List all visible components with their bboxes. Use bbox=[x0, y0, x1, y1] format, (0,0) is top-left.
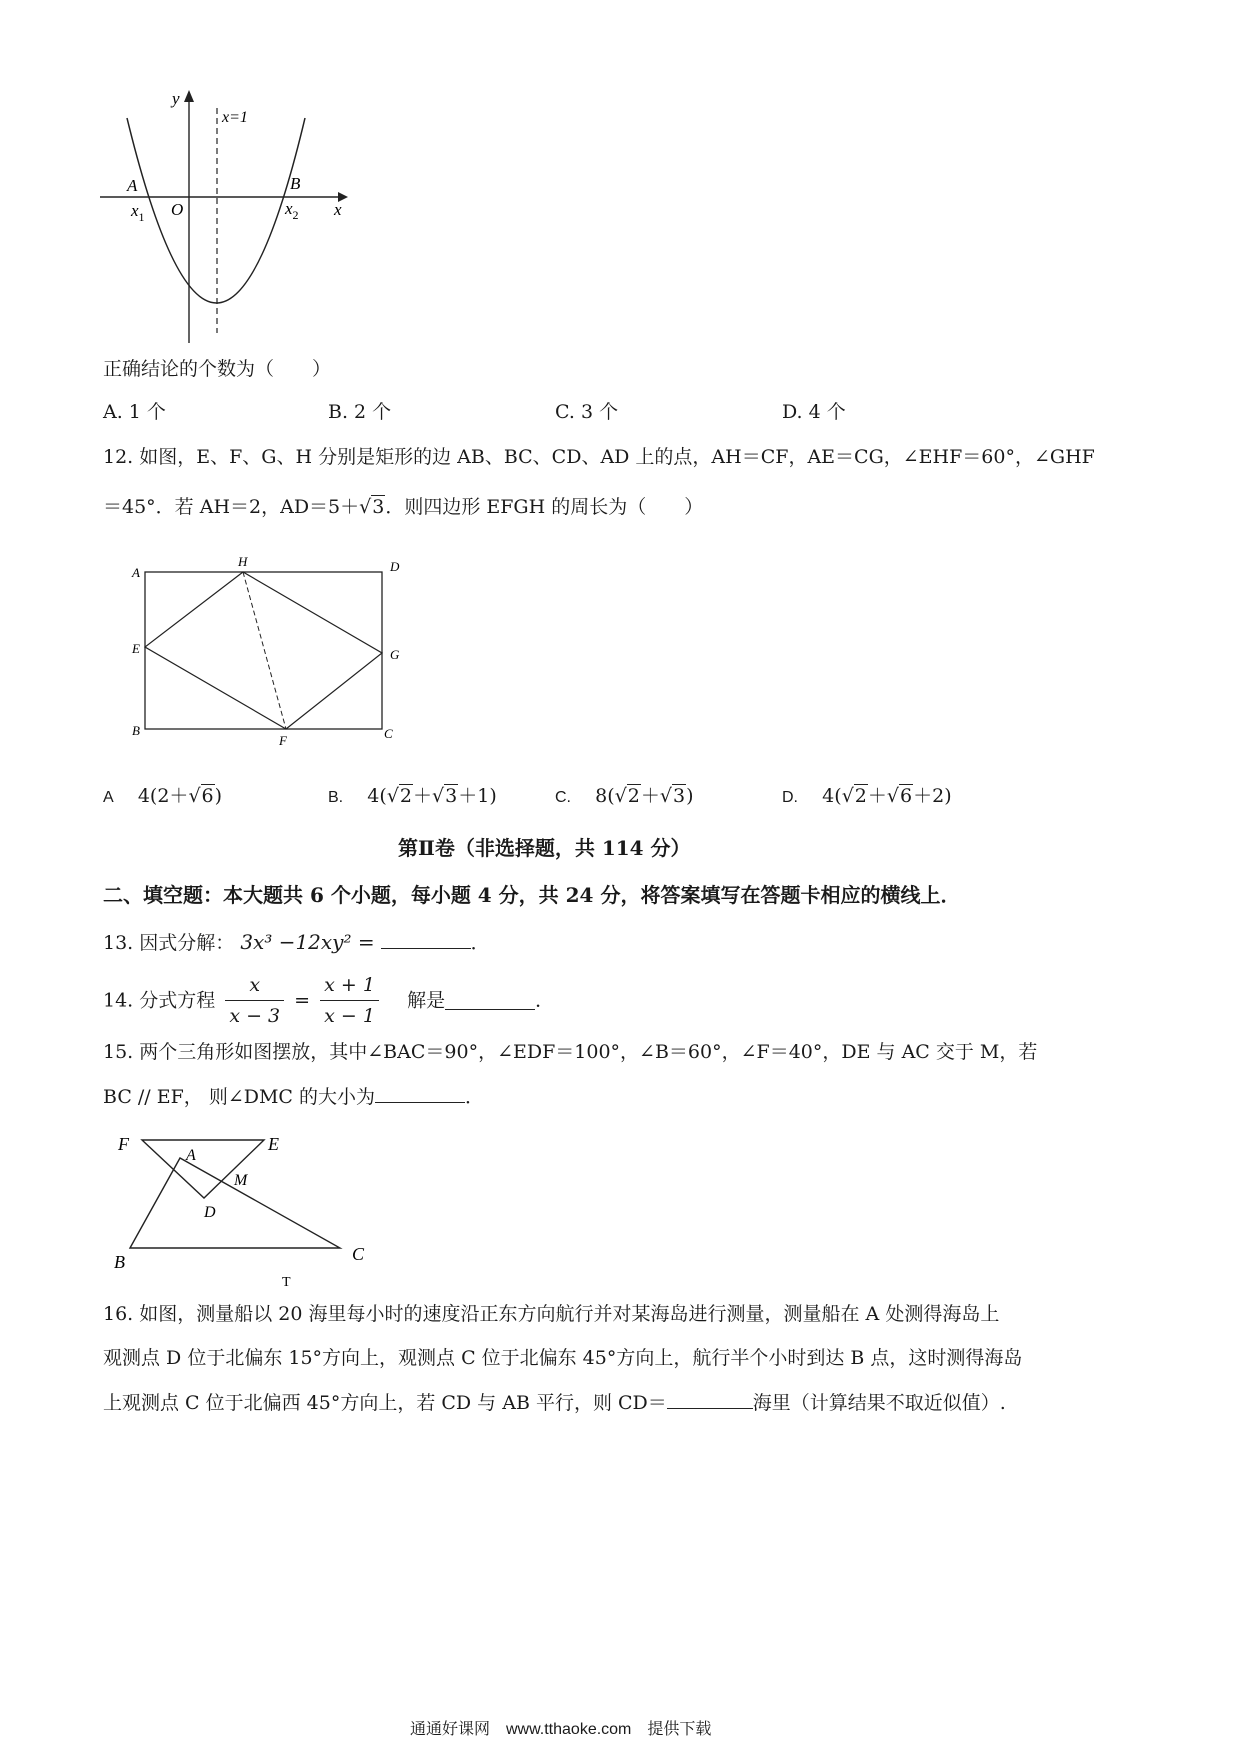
sqrt-sign: √ bbox=[359, 496, 372, 518]
root1-label: $x_1$ bbox=[131, 201, 145, 224]
q12-option-d-pre: 4( bbox=[822, 785, 842, 807]
label-f: F bbox=[279, 733, 287, 748]
quadrilateral-efgh bbox=[145, 572, 382, 729]
q12-line2-radicand: 3 bbox=[372, 496, 385, 518]
q14-fraction-left bbox=[225, 972, 284, 1029]
q12-option-b-r1: 2 bbox=[399, 785, 413, 807]
label-f: F bbox=[118, 1134, 129, 1154]
origin-label: O bbox=[171, 200, 184, 219]
label-d: D bbox=[390, 559, 400, 574]
triangles-diagram bbox=[112, 1128, 387, 1288]
sqrt-sign: √ bbox=[188, 785, 201, 807]
q12-option-b-r2: 3 bbox=[445, 785, 458, 807]
q13 bbox=[103, 930, 490, 955]
section-heading: 二、填空题：本大题共 6 个小题，每小题 4 分，共 24 分，将答案填写在答题卡相应的横线上． bbox=[103, 883, 961, 907]
label-e: E bbox=[268, 1134, 279, 1154]
q12-option-c-r2: 3 bbox=[673, 785, 686, 807]
q16-answer-blank[interactable] bbox=[667, 1390, 753, 1409]
q14-pre: 14. 分式方程 bbox=[103, 989, 216, 1012]
label-b: B bbox=[132, 723, 140, 738]
q15-line2-post: ． bbox=[465, 1086, 485, 1108]
q12-option-c-mid: ＋ bbox=[640, 785, 660, 807]
q16-line2: 观测点 D 位于北偏东 15°方向上，观测点 C 位于北偏东 45°方向上，航行半个小时到达 B 点，这时测得海岛 bbox=[103, 1347, 1023, 1369]
q12-option-d-post: ＋2) bbox=[913, 785, 952, 807]
q11-option-d[interactable]: D. 4 个 bbox=[782, 401, 846, 423]
q13-expr: 3x³ −12xy² = bbox=[240, 930, 375, 954]
q11-option-b[interactable]: B. 2 个 bbox=[328, 401, 392, 423]
stray-mark: T bbox=[282, 1275, 291, 1288]
q14-answer-blank[interactable] bbox=[445, 991, 535, 1010]
q12-option-c-pre: 8( bbox=[595, 785, 615, 807]
label-g: G bbox=[390, 647, 400, 662]
q12-option-d-mid: ＋ bbox=[867, 785, 887, 807]
q12-option-b-pre: 4( bbox=[367, 785, 387, 807]
label-h: H bbox=[238, 555, 248, 569]
q12-option-d-letter: D. bbox=[782, 789, 798, 806]
q14-eq: = bbox=[294, 989, 311, 1012]
sqrt-sign: √ bbox=[841, 785, 854, 807]
q14-den2: x − 1 bbox=[324, 1005, 375, 1027]
q12-option-c-post: ) bbox=[686, 785, 694, 807]
q15-line2-pre: BC // EF， 则∠DMC 的大小为 bbox=[103, 1086, 376, 1108]
triangle-def bbox=[142, 1140, 264, 1198]
q13-pre: 13. 因式分解： bbox=[103, 932, 235, 954]
q12-option-a-r1: 6 bbox=[201, 785, 214, 807]
label-c: C bbox=[352, 1244, 365, 1264]
label-a: A bbox=[132, 565, 140, 580]
q12-line2 bbox=[103, 495, 703, 519]
q13-post: ． bbox=[470, 932, 490, 954]
label-b: B bbox=[114, 1252, 125, 1272]
x-label: x bbox=[334, 200, 342, 219]
q11-question: 正确结论的个数为（ ） bbox=[103, 358, 332, 380]
part2-title: 第Ⅱ卷（非选择题，共 114 分） bbox=[398, 836, 691, 860]
sqrt-sign: √ bbox=[659, 785, 673, 807]
q16-line3-post: 海里（计算结果不取近似值）. bbox=[752, 1392, 1006, 1414]
q12-option-c[interactable] bbox=[555, 784, 694, 810]
q12-option-c-r1: 2 bbox=[627, 785, 640, 807]
sqrt-sign: √ bbox=[386, 785, 399, 807]
q11-option-c[interactable]: C. 3 个 bbox=[555, 401, 619, 423]
q12-option-a-pre: 4(2＋ bbox=[137, 785, 189, 807]
sqrt-sign: √ bbox=[614, 785, 627, 807]
q12-option-c-letter: C. bbox=[555, 789, 571, 806]
q12-option-b[interactable] bbox=[328, 784, 497, 810]
q12-option-a[interactable] bbox=[103, 784, 222, 810]
q12-line2-pre: ＝45°．若 AH＝2，AD＝5＋ bbox=[103, 496, 360, 518]
q16-line3-pre: 上观测点 C 位于北偏西 45°方向上，若 CD 与 AB 平行，则 CD＝ bbox=[103, 1392, 667, 1414]
point-a-label: A bbox=[127, 176, 138, 195]
label-a: A bbox=[186, 1147, 196, 1164]
page-footer: 通通好课网 www.tthaoke.com 提供下载 bbox=[410, 1721, 712, 1738]
point-b-label: B bbox=[290, 174, 301, 193]
root2-label: $x_2$ bbox=[285, 199, 299, 222]
q11-option-a[interactable]: A. 1 个 bbox=[103, 401, 166, 423]
q14-num2: x + 1 bbox=[320, 972, 379, 1001]
q14-num1: x bbox=[225, 972, 284, 1001]
q12-line1: 12. 如图，E、F、G、H 分别是矩形的边 AB、BC、CD、AD 上的点，AH＝CF，AE＝CG，∠EHF＝60°，∠GHF bbox=[103, 446, 1095, 468]
q15-line2 bbox=[103, 1084, 484, 1109]
sqrt-sign: √ bbox=[432, 785, 445, 807]
label-m: M bbox=[234, 1172, 248, 1189]
q14-den1: x − 3 bbox=[229, 1005, 281, 1027]
q12-option-a-post: ) bbox=[214, 785, 223, 807]
q14-post: ． bbox=[535, 989, 555, 1012]
q12-option-d[interactable] bbox=[782, 784, 952, 810]
q12-option-b-mid: ＋ bbox=[413, 785, 433, 807]
q14-mid: 解是 bbox=[407, 989, 446, 1012]
q12-option-b-letter: B. bbox=[328, 789, 344, 806]
y-label: y bbox=[172, 89, 180, 108]
q15-line1: 15. 两个三角形如图摆放，其中∠BAC＝90°，∠EDF＝100°，∠B＝60°，∠F＝40°，DE 与 AC 交于 M，若 bbox=[103, 1041, 1038, 1063]
y-axis-arrow bbox=[184, 90, 194, 102]
q14-fraction-right bbox=[320, 972, 379, 1029]
parabola-curve bbox=[127, 118, 305, 303]
q12-option-a-letter: A bbox=[103, 789, 114, 806]
label-e: E bbox=[132, 641, 140, 656]
symmetry-label: x=1 bbox=[222, 109, 248, 126]
q14 bbox=[103, 972, 554, 1029]
segment-hf bbox=[243, 572, 286, 729]
q16-line1: 16. 如图，测量船以 20 海里每小时的速度沿正东方向航行并对某海岛进行测量，测量船在 A 处测得海岛上 bbox=[103, 1303, 1000, 1325]
q16-line3 bbox=[103, 1390, 1006, 1415]
rectangle-abcd bbox=[145, 572, 382, 729]
q15-answer-blank[interactable] bbox=[375, 1084, 465, 1103]
q12-option-b-post: ＋1) bbox=[458, 785, 497, 807]
rectangle-diagram bbox=[128, 555, 418, 750]
q13-answer-blank[interactable] bbox=[381, 930, 471, 949]
q12-option-d-r2: 6 bbox=[900, 785, 913, 807]
q12-line2-post: ．则四边形 EFGH 的周长为（ ） bbox=[385, 496, 704, 518]
label-d: D bbox=[204, 1204, 216, 1221]
label-c: C bbox=[384, 726, 393, 741]
q12-option-d-r1: 2 bbox=[854, 785, 867, 807]
parabola-graph bbox=[100, 88, 360, 348]
sqrt-sign: √ bbox=[886, 785, 900, 807]
